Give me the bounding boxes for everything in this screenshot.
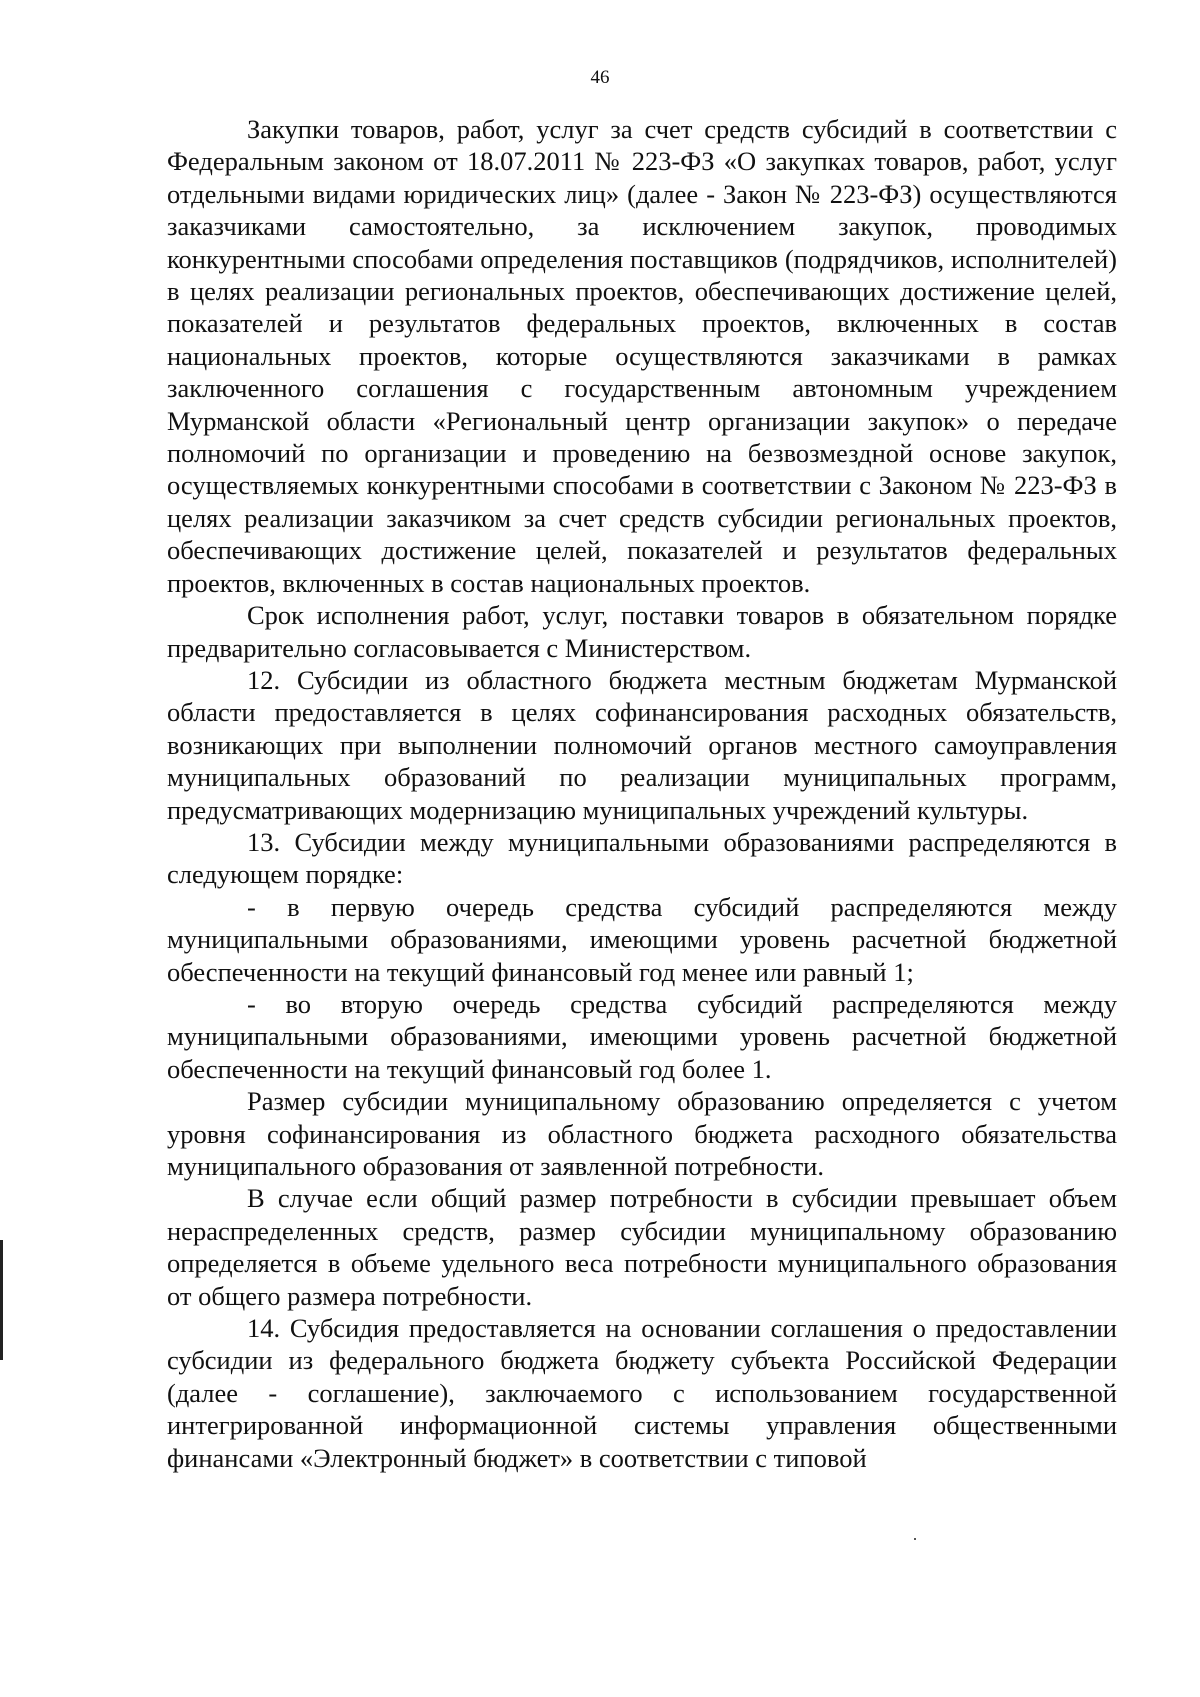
paragraph-deadline: Срок исполнения работ, услуг, поставки товаров в обязательном порядке предварительно согласовывается с Министерством. [167, 600, 1117, 663]
list-item-first-priority: - в первую очередь средства субсидий распределяются между муниципальными образованиями, имеющими уровень расчетной бюджетной обеспеченности на текущий финансовый год менее или равный 1; [167, 891, 1117, 987]
scan-dot [914, 1538, 916, 1540]
page-number: 46 [590, 67, 610, 88]
paragraph-subsidy-size: Размер субсидии муниципальному образованию определяется с учетом уровня софинансирования из областного бюджета расходного обязательства муниципального образования от заявленной потребности. [167, 1086, 1117, 1181]
paragraph-12: 12. Субсидии из областного бюджета местным бюджетам Мурманской области предоставляется в целях софинансирования расходных обязательств, возникающих при выполнении полномочий органов местного самоуправления муниципальных образований по реализации муниципальных программ, предусматривающих модернизацию муниципальных учреждений культуры. [167, 664, 1117, 825]
list-item-second-priority: - во вторую очередь средства субсидий распределяются между муниципальными образованиями, имеющими уровень расчетной бюджетной обеспеченности на текущий финансовый год более 1. [167, 988, 1117, 1084]
paragraph-procurement: Закупки товаров, работ, услуг за счет средств субсидий в соответствии с Федеральным законом от 18.07.2011 № 223-ФЗ «О закупках товаров, работ, услуг отдельными видами юридических лиц» (далее - Закон № 223-ФЗ) осуществляются заказчиками самостоятельно, за исключением закупок, проводимых конкурентными способами определения поставщиков (подрядчиков, исполнителей) в целях реализации региональных проектов, обеспечивающих достижение целей, показателей и результатов федеральных проектов, включенных в состав национальных проектов, которые осуществляются заказчиками в рамках заключенного соглашения с государственным автономным учреждением Мурманской области «Региональный центр организации закупок» о передаче полномочий по организации и проведению на безвозмездной основе закупок, осуществляемых конкурентными способами в соответствии с Законом № 223-ФЗ в целях реализации заказчиком за счет средств субсидии региональных проектов, обеспечивающих достижение целей, показателей и результатов федеральных проектов, включенных в состав национальных проектов. [167, 114, 1117, 598]
paragraph-excess-demand: В случае если общий размер потребности в субсидии превышает объем нераспределенных средств, размер субсидии муниципальному образованию определяется в объеме удельного веса потребности муниципального образования от общего размера потребности. [167, 1183, 1117, 1311]
paragraph-13: 13. Субсидии между муниципальными образованиями распределяются в следующем порядке: [167, 826, 1117, 890]
scan-edge-mark [0, 1240, 3, 1360]
paragraph-14: 14. Субсидия предоставляется на основании соглашения о предоставлении субсидии из федерального бюджета бюджету субъекта Российской Федерации (далее - соглашение), заключаемого с использованием государственной интегрированной информационной системы управления общественными финансами «Электронный бюджет» в соответствии с типовой [167, 1313, 1117, 1473]
document-body [167, 113, 1117, 1474]
